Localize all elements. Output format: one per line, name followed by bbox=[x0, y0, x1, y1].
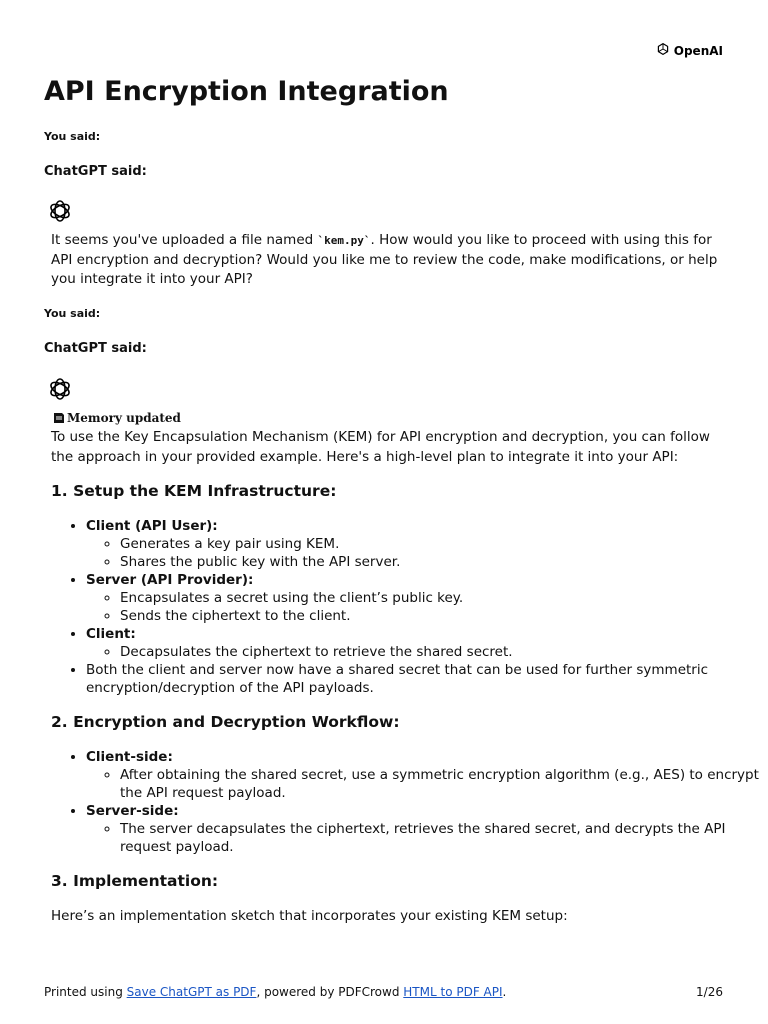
chatgpt-avatar-icon bbox=[46, 197, 76, 227]
chatgpt-said-label: ChatGPT said: bbox=[44, 341, 147, 356]
sub-list-item: ◦ Generates a key pair using KEM. bbox=[120, 535, 768, 553]
footer-text: Printed using bbox=[44, 985, 127, 999]
sub-list-item: ◦ Encapsulates a secret using the client’s public key. bbox=[120, 589, 768, 607]
html-to-pdf-api-link[interactable]: HTML to PDF API bbox=[403, 985, 503, 999]
sub-list-item: ◦ Decapsulates the ciphertext to retrieve the shared secret. bbox=[120, 643, 768, 661]
list-item: • Both the client and server now have a shared secret that can be used for further symmetric encryption/decryption of the API payloads. bbox=[86, 661, 768, 697]
footer bbox=[44, 985, 506, 999]
list-item bbox=[86, 571, 768, 625]
section1-list bbox=[51, 517, 768, 697]
section3-text: Here’s an implementation sketch that incorporates your existing KEM setup: bbox=[51, 908, 568, 924]
footer-text: , powered by PDFCrowd bbox=[256, 985, 404, 999]
openai-logo bbox=[655, 41, 723, 60]
memory-updated-note bbox=[53, 411, 181, 425]
sub-list-item: ◦ Shares the public key with the API server. bbox=[120, 553, 768, 571]
logo-text: OpenAI bbox=[673, 43, 723, 58]
openai-logo-icon bbox=[655, 41, 671, 60]
footer-text: . bbox=[502, 985, 507, 999]
list-item-label: Server (API Provider): bbox=[86, 572, 254, 588]
chatgpt-avatar-icon bbox=[46, 375, 76, 405]
list-item bbox=[86, 625, 768, 661]
memory-text: Memory updated bbox=[67, 411, 181, 425]
page-title: API Encryption Integration bbox=[44, 76, 449, 107]
chatgpt-said-label: ChatGPT said: bbox=[44, 164, 147, 179]
list-item-label: Client-side: bbox=[86, 749, 173, 765]
list-item bbox=[86, 802, 768, 856]
section-heading: 3. Implementation: bbox=[51, 872, 219, 890]
page-number: 1/26 bbox=[696, 985, 723, 999]
list-item-label: Client: bbox=[86, 626, 136, 642]
sub-list-item: ◦ Sends the ciphertext to the client. bbox=[120, 607, 768, 625]
sub-list-item: ◦ The server decapsulates the ciphertext, retrieves the shared secret, and decrypts the API request payload. bbox=[120, 820, 768, 856]
sub-list-item: ◦ After obtaining the shared secret, use a symmetric encryption algorithm (e.g., AES) to encrypt the API request payload. bbox=[120, 766, 768, 802]
you-said-label: You said: bbox=[44, 130, 101, 143]
assistant-intro: To use the Key Encapsulation Mechanism (KEM) for API encryption and decryption, you can follow the approach in your provided example. Here's a high-level plan to integrate it into your API: bbox=[51, 429, 710, 465]
assistant-message bbox=[51, 231, 731, 290]
you-said-label: You said: bbox=[44, 307, 101, 320]
section-heading: 1. Setup the KEM Infrastructure: bbox=[51, 482, 337, 500]
message-text: . How would you like to proceed with using this for API encryption and decryption? Would you like me to review the code, make modifications, or help you integrate it into your API? bbox=[51, 232, 718, 287]
list-item-label: Client (API User): bbox=[86, 518, 218, 534]
list-item-label: Server-side: bbox=[86, 803, 179, 819]
section-heading: 2. Encryption and Decryption Workflow: bbox=[51, 713, 400, 731]
list-item bbox=[86, 517, 768, 571]
save-chatgpt-pdf-link[interactable]: Save ChatGPT as PDF bbox=[126, 985, 257, 999]
message-text: It seems you've uploaded a file named bbox=[51, 232, 318, 248]
section2-list bbox=[51, 748, 768, 856]
file-name-code: `kem.py` bbox=[317, 234, 371, 247]
list-item bbox=[86, 748, 768, 802]
memory-icon bbox=[53, 412, 65, 424]
